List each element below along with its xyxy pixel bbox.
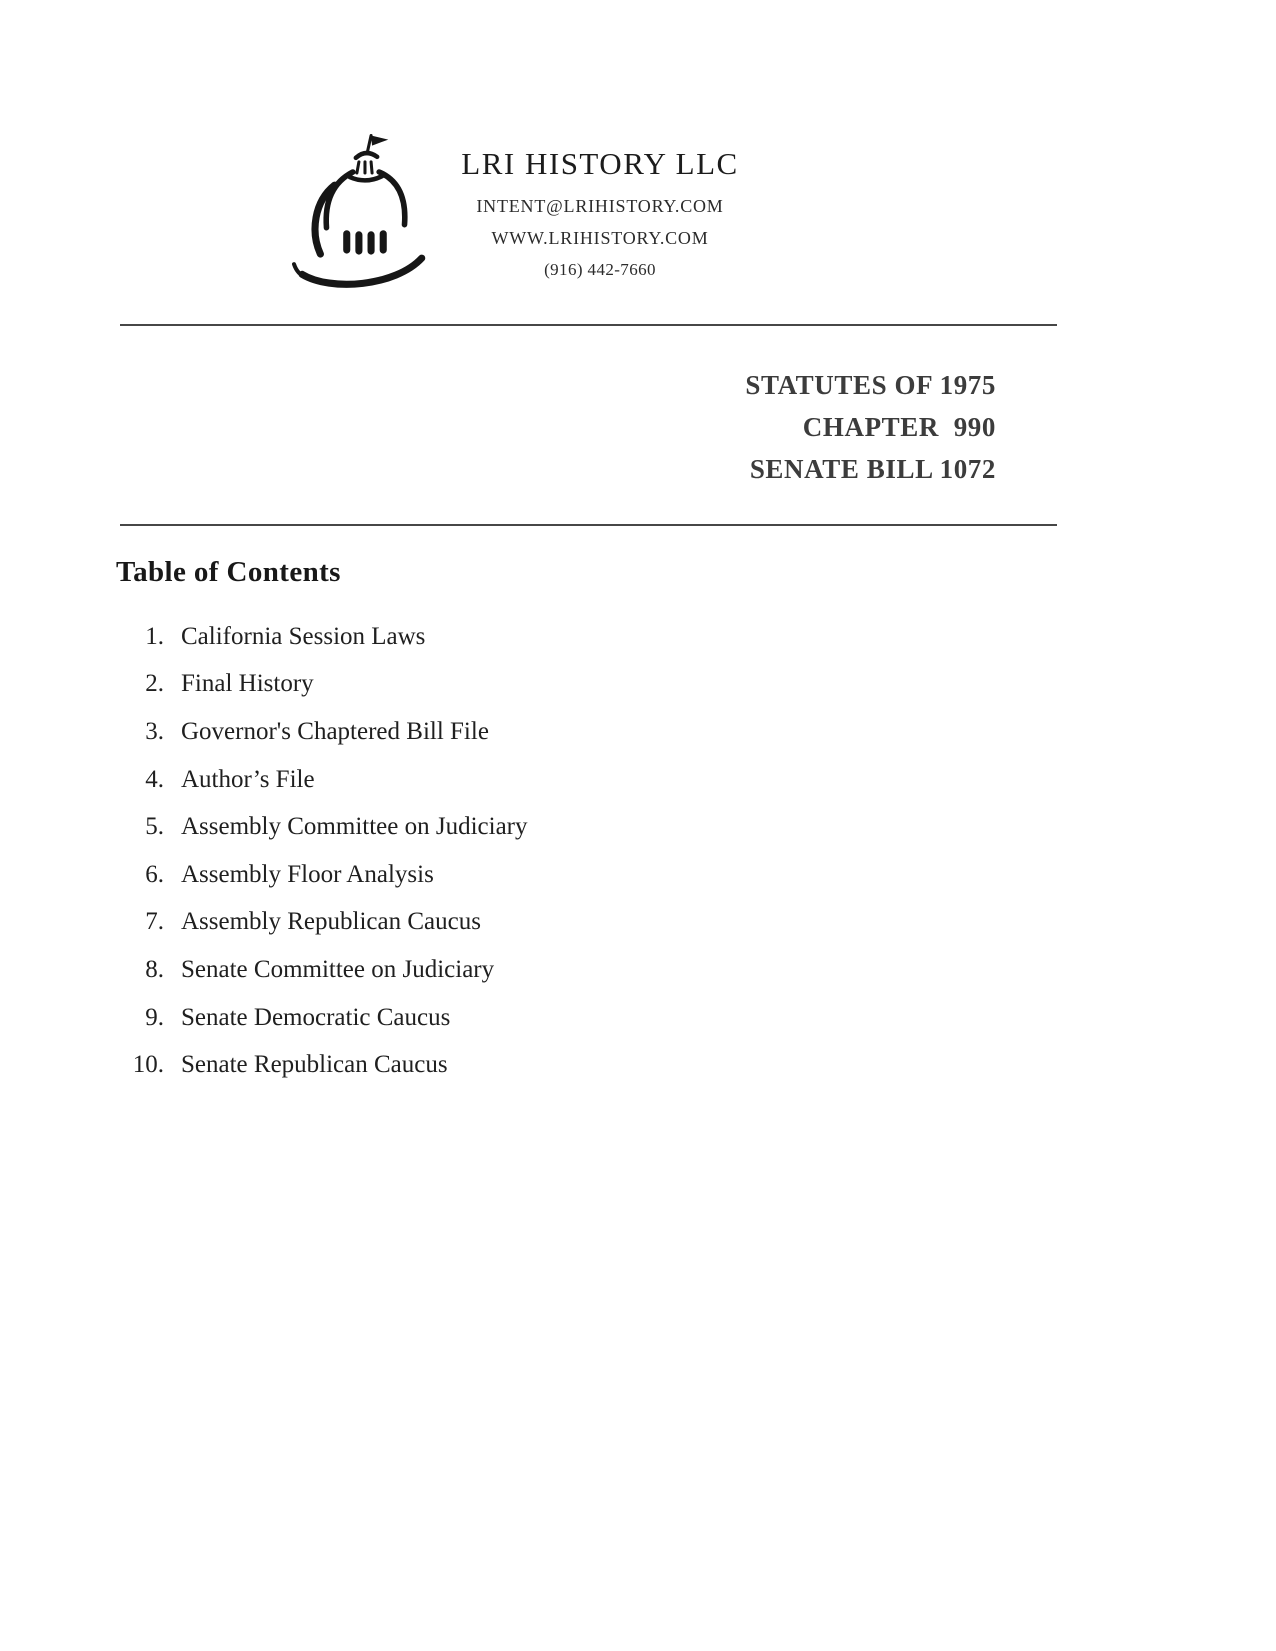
toc-item-label: Senate Democratic Caucus [181,1003,451,1031]
toc-item-label: Assembly Committee on Judiciary [181,813,528,841]
toc-item [0,613,527,661]
toc-item-number: 10. [132,1051,164,1079]
company-website: WWW.LRIHISTORY.COM [491,228,709,248]
company-phone: (916) 442-7660 [544,260,656,279]
toc-item-number: 9. [145,1003,164,1031]
toc-item-number: 6. [145,860,164,888]
toc-item-number: 7. [145,908,164,936]
toc-item-label: Final History [181,670,314,698]
toc-item-label: Assembly Floor Analysis [181,860,434,888]
toc-item-label: California Session Laws [181,622,426,650]
horizontal-rule-top [120,324,1057,326]
document-title-block [745,364,996,490]
toc-item [0,803,527,851]
company-name: LRI HISTORY LLC [461,146,739,181]
toc-item-number: 4. [145,765,164,793]
toc-item-number: 3. [145,717,164,745]
document-title-line: SENATE BILL 1072 [749,454,996,484]
toc-item [0,756,527,804]
capitol-dome-logo-icon [290,126,442,294]
toc-item-label: Assembly Republican Caucus [181,908,481,936]
toc-item-label: Senate Republican Caucus [181,1051,448,1079]
company-email: INTENT@LRIHISTORY.COM [476,196,724,216]
toc-item [0,899,527,947]
document-title-line: CHAPTER 990 [802,412,996,442]
toc-item-number: 8. [145,955,164,983]
toc-item-label: Senate Committee on Judiciary [181,955,495,983]
toc-item [0,708,527,756]
letterhead [428,146,772,280]
toc-item [0,946,527,994]
toc-list [0,613,527,1089]
toc-item-number: 5. [145,813,164,841]
toc-item-label: Author’s File [181,765,315,793]
toc-item [0,851,527,899]
toc-item [0,994,527,1042]
toc-item-number: 1. [145,622,164,650]
document-title-line: STATUTES OF 1975 [745,370,996,400]
toc-item [0,1041,527,1089]
toc-heading: Table of Contents [116,556,341,588]
toc-item [0,661,527,709]
horizontal-rule-bottom [120,524,1057,526]
toc-item-label: Governor's Chaptered Bill File [181,717,489,745]
toc-item-number: 2. [145,670,164,698]
